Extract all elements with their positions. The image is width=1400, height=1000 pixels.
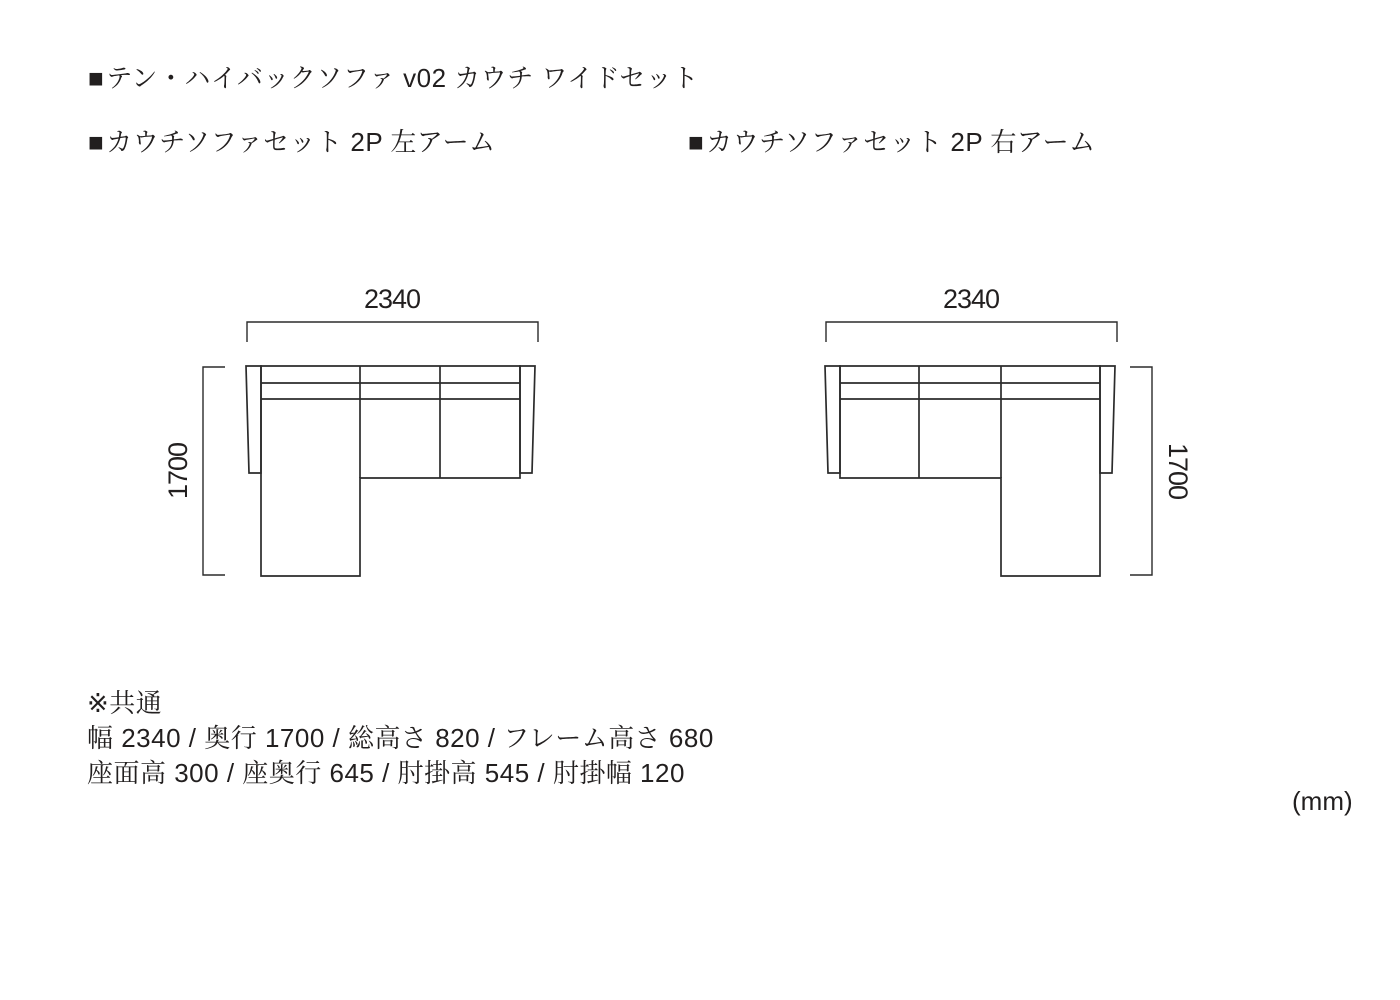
square-bullet-icon: ■ (688, 127, 705, 157)
square-bullet-icon: ■ (88, 127, 105, 157)
left-width-dimension-bracket (247, 322, 538, 342)
right-width-dimension-label: 2340 (942, 284, 1000, 314)
left-depth-dimension-label: 1700 (163, 442, 193, 500)
diagram-left (163, 284, 538, 576)
diagram-right (825, 284, 1193, 576)
right-sofa-body-outline (840, 366, 1100, 576)
left-width-dimension-label: 2340 (363, 284, 421, 314)
common-spec-notes (87, 686, 714, 791)
right-depth-dimension-bracket (1130, 367, 1152, 575)
diagram-left-heading-text: カウチソファセット 2P 左アーム (106, 127, 496, 157)
square-bullet-icon: ■ (88, 63, 105, 93)
left-sofa-left-armrest (246, 366, 261, 473)
common-spec-line-1: 幅 2340 / 奥行 1700 / 総高さ 820 / フレーム高さ 680 (87, 723, 714, 753)
product-title-text: テン・ハイバックソファ v02 カウチ ワイドセット (106, 63, 699, 93)
right-depth-dimension-label: 1700 (1163, 442, 1193, 500)
left-depth-dimension-bracket (203, 367, 225, 575)
left-sofa-body-outline (261, 366, 520, 576)
common-spec-heading: ※共通 (87, 688, 163, 718)
unit-note: (mm) (1292, 786, 1353, 816)
right-sofa-right-armrest (1100, 366, 1115, 473)
diagram-right-heading-text: カウチソファセット 2P 右アーム (706, 127, 1096, 157)
right-width-dimension-bracket (826, 322, 1117, 342)
right-sofa-left-armrest (825, 366, 840, 473)
left-sofa-right-armrest (520, 366, 535, 473)
common-spec-line-2: 座面高 300 / 座奥行 645 / 肘掛高 545 / 肘掛幅 120 (87, 758, 685, 788)
